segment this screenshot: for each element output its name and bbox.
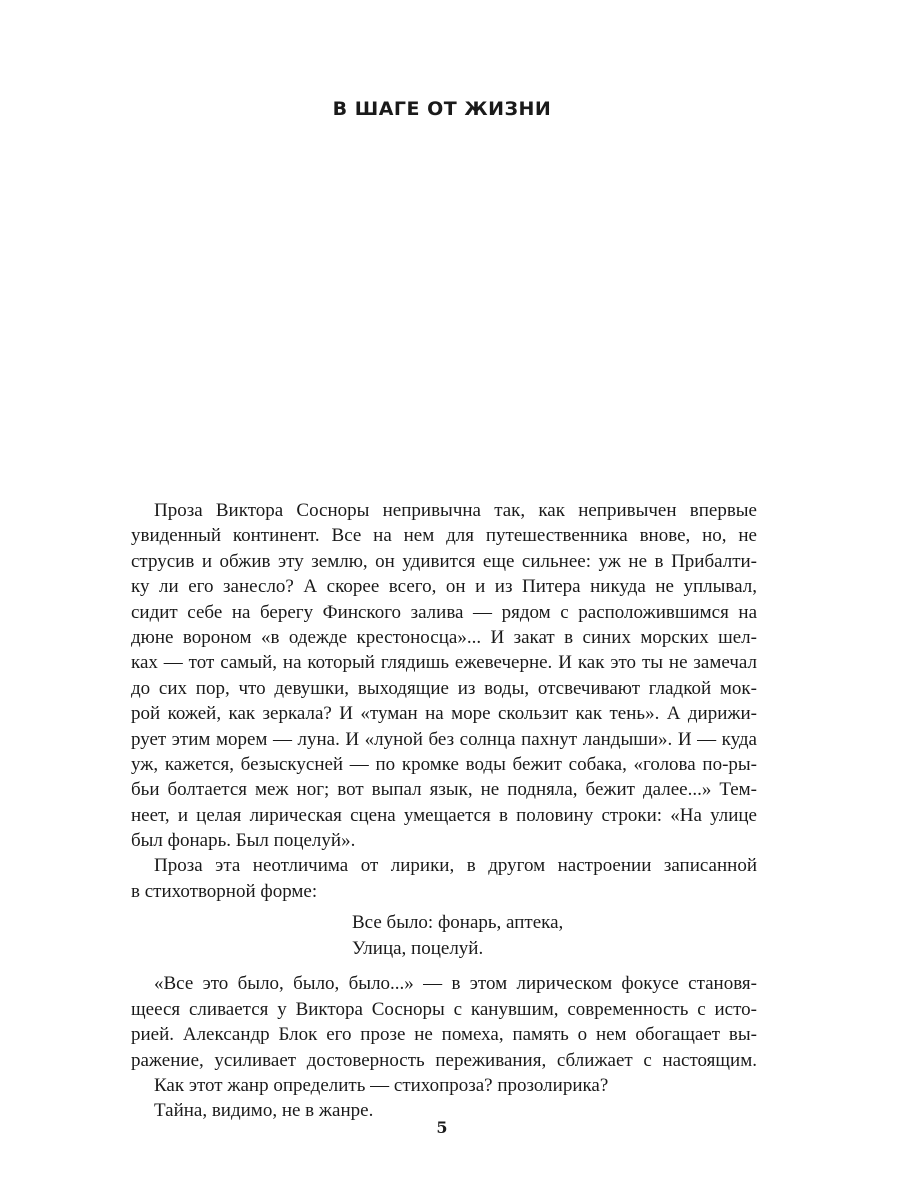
paragraph-3: [131, 971, 757, 1073]
paragraph-1: [131, 498, 757, 853]
page-number: 5: [436, 1118, 448, 1137]
text-line: Проза эта неотличима от лирики, в другом настроении записанной: [154, 855, 757, 877]
text-line: неет, и целая лирическая сцена умещается в половину строки: «На улице: [131, 804, 757, 826]
text-line: дюне вороном «в одежде крестоносца»... И закат в синих морских шел-: [131, 626, 757, 648]
text-line: уж, кажется, безыскусней — по кромке воды бежит собака, «голова по-ры-: [131, 753, 757, 775]
text-line: ражение, усиливает достоверность переживания, сближает с настоящим.: [131, 1049, 757, 1071]
text-line: Проза Виктора Сосноры непривычна так, как непривычен впервые: [154, 500, 757, 521]
paragraph-5: Тайна, видимо, не в жанре.: [154, 1100, 374, 1122]
text-line: увиденный континент. Все на нем для путешественника внове, но, не: [131, 525, 757, 547]
text-line: щееся сливается у Виктора Сосноры с канувшим, современность с исто-: [131, 998, 757, 1020]
paragraph-2: [131, 853, 757, 904]
text-line: рией. Александр Блок его прозе не помеха, память о нем обогащает вы-: [131, 1024, 757, 1046]
text-line: рой кожей, как зеркала? И «туман на море скользит как тень». А дирижи-: [131, 703, 757, 725]
text-line: «Все это было, было, было...» — в этом лирическом фокусе становя-: [154, 973, 757, 995]
text-line: сидит себе на берегу Финского залива — рядом с расположившимся на: [131, 601, 757, 623]
text-line: был фонарь. Был поцелуй».: [131, 830, 356, 852]
body-text: [131, 498, 757, 1124]
verse-quote: [131, 910, 757, 961]
paragraph-4: Как этот жанр определить — стихопроза? прозолирика?: [154, 1075, 609, 1096]
text-line: рует этим морем — луна. И «луной без солнца пахнут ландыши». И — куда: [131, 728, 757, 750]
text-line: в стихотворной форме:: [131, 880, 318, 902]
text-line: струсив и обжив эту землю, он удивится еще сильнее: уж не в Прибалти-: [131, 550, 757, 572]
chapter-title: В ШАГЕ ОТ ЖИЗНИ: [332, 98, 552, 120]
text-line: ках — тот самый, на который глядишь ежевечерне. И как это ты не замечал: [131, 652, 757, 674]
verse-line: Улица, поцелуй.: [352, 937, 484, 959]
verse-line: Все было: фонарь, аптека,: [352, 912, 564, 934]
text-line: бьи болтается меж ног; вот выпал язык, не подняла, бежит далее...» Тем-: [131, 779, 757, 801]
text-line: ку ли его занесло? А скорее всего, он и из Питера никуда не уплывал,: [131, 576, 757, 598]
text-line: до сих пор, что девушки, выходящие из воды, отсвечивают гладкой мок-: [131, 677, 757, 699]
